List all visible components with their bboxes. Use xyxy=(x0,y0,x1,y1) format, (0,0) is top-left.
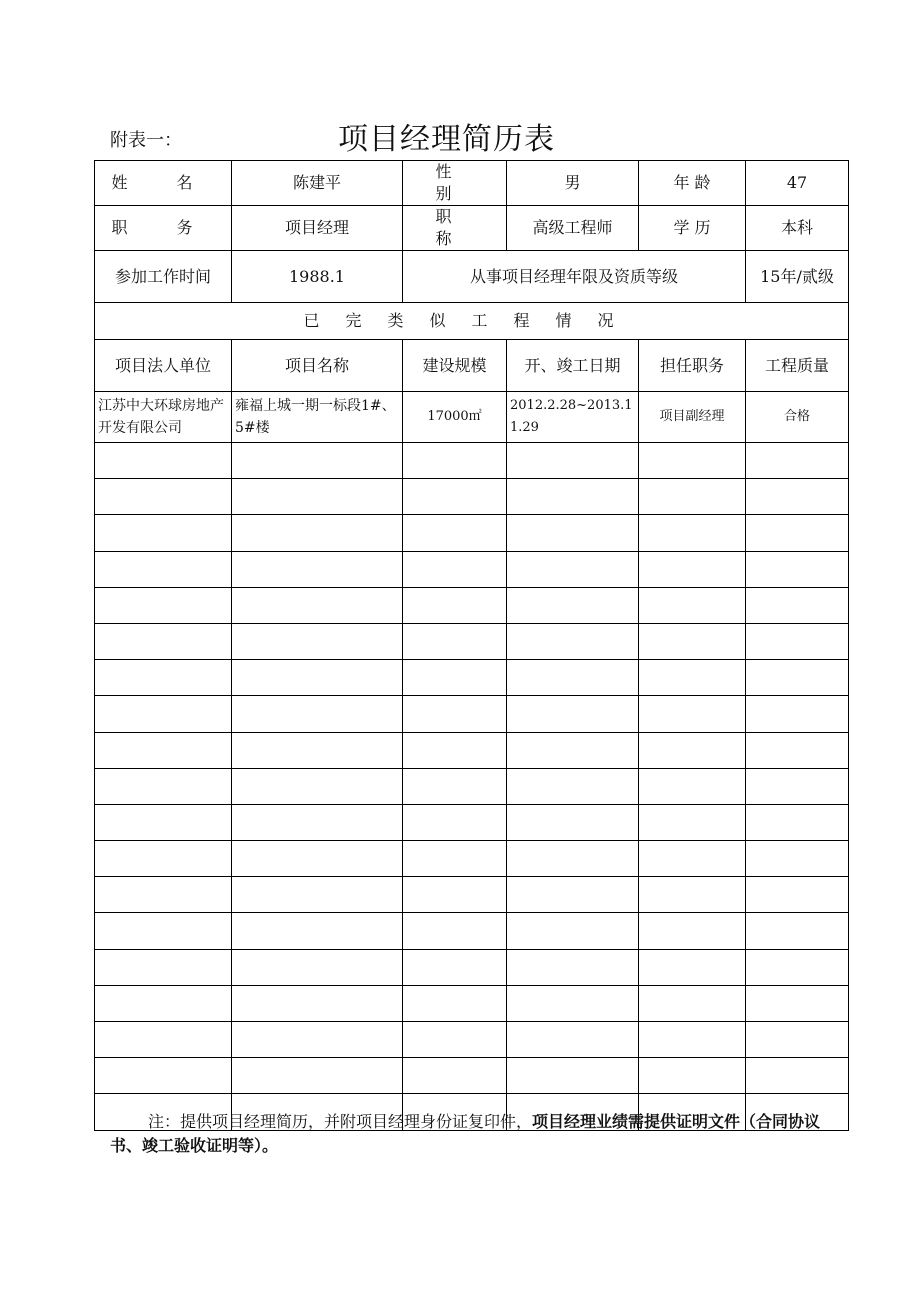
table-cell xyxy=(639,877,746,913)
table-cell xyxy=(507,660,639,696)
table-cell xyxy=(95,949,232,985)
table-cell xyxy=(639,1022,746,1058)
table-cell xyxy=(232,985,403,1021)
table-cell xyxy=(95,1058,232,1094)
table-cell xyxy=(639,660,746,696)
table-row xyxy=(95,443,849,479)
basic-row-3 xyxy=(95,251,849,303)
table-cell xyxy=(232,949,403,985)
table-cell xyxy=(507,479,639,515)
table-cell xyxy=(746,515,849,551)
table-cell xyxy=(639,443,746,479)
table-cell xyxy=(507,877,639,913)
table-cell xyxy=(403,1022,507,1058)
note-bold-text: 项目经理业绩需提供证明文件（合同协议书、竣工验收证明等）。 xyxy=(110,1112,821,1155)
note-text: 注：提供项目经理简历，并附项目经理身份证复印件， xyxy=(148,1112,533,1131)
table-cell xyxy=(403,479,507,515)
table-cell: 2012.2.28~2013.11.29 xyxy=(507,392,639,443)
table-cell xyxy=(95,804,232,840)
table-cell xyxy=(639,515,746,551)
table-cell xyxy=(746,1058,849,1094)
table-cell xyxy=(95,768,232,804)
table-cell xyxy=(639,1058,746,1094)
table-row xyxy=(95,1058,849,1094)
name-label: 姓 名 xyxy=(95,161,232,206)
table-cell xyxy=(746,985,849,1021)
table-cell: 17000㎡ xyxy=(403,392,507,443)
form-prefix: 附表一： xyxy=(110,130,182,151)
table-cell xyxy=(95,660,232,696)
table-cell xyxy=(403,1058,507,1094)
education-value: 本科 xyxy=(746,206,849,251)
table-cell xyxy=(639,804,746,840)
table-cell xyxy=(232,732,403,768)
table-row xyxy=(95,551,849,587)
table-cell xyxy=(639,623,746,659)
table-row xyxy=(95,985,849,1021)
table-cell xyxy=(403,623,507,659)
work-start-label: 参加工作时间 xyxy=(95,251,232,303)
table-cell xyxy=(639,696,746,732)
table-row xyxy=(95,660,849,696)
gender-value: 男 xyxy=(507,161,639,206)
table-cell xyxy=(746,732,849,768)
table-row xyxy=(95,515,849,551)
basic-row-1 xyxy=(95,161,849,206)
table-cell xyxy=(95,551,232,587)
table-cell xyxy=(95,985,232,1021)
table-cell xyxy=(746,587,849,623)
table-cell xyxy=(507,768,639,804)
table-cell xyxy=(507,515,639,551)
col-header: 项目名称 xyxy=(232,340,403,392)
table-cell xyxy=(507,949,639,985)
col-header: 项目法人单位 xyxy=(95,340,232,392)
table-cell xyxy=(507,587,639,623)
name-value: 陈建平 xyxy=(232,161,403,206)
table-cell xyxy=(232,623,403,659)
table-cell xyxy=(403,551,507,587)
table-cell xyxy=(232,587,403,623)
table-cell xyxy=(507,985,639,1021)
table-row xyxy=(95,768,849,804)
table-cell xyxy=(639,479,746,515)
table-row xyxy=(95,913,849,949)
col-header: 担任职务 xyxy=(639,340,746,392)
table-cell xyxy=(403,949,507,985)
table-cell: 合格 xyxy=(746,392,849,443)
table-cell xyxy=(403,913,507,949)
table-cell: 项目副经理 xyxy=(639,392,746,443)
table-cell xyxy=(403,841,507,877)
table-cell xyxy=(746,623,849,659)
table-cell xyxy=(403,804,507,840)
table-cell xyxy=(232,1058,403,1094)
table-row xyxy=(95,841,849,877)
table-cell xyxy=(507,623,639,659)
table-cell xyxy=(746,768,849,804)
table-row xyxy=(95,804,849,840)
table-cell xyxy=(639,841,746,877)
empty-rows xyxy=(95,443,849,1131)
table-cell xyxy=(639,913,746,949)
table-cell xyxy=(639,985,746,1021)
form-title: 项目经理简历表 xyxy=(338,122,555,157)
table-row xyxy=(95,732,849,768)
table-cell xyxy=(95,913,232,949)
table-row xyxy=(95,479,849,515)
table-cell xyxy=(95,877,232,913)
table-cell xyxy=(232,913,403,949)
age-label: 年 龄 xyxy=(639,161,746,206)
table-cell xyxy=(232,515,403,551)
table-cell xyxy=(95,515,232,551)
table-row xyxy=(95,877,849,913)
pm-years-value: 15年/贰级 xyxy=(746,251,849,303)
section-title-row xyxy=(95,303,849,340)
table-cell xyxy=(507,841,639,877)
table-cell xyxy=(507,1022,639,1058)
table-row xyxy=(95,949,849,985)
table-cell xyxy=(232,443,403,479)
table-cell xyxy=(746,1022,849,1058)
table-cell xyxy=(746,804,849,840)
table-row xyxy=(95,696,849,732)
column-header-row xyxy=(95,340,849,392)
table-cell xyxy=(95,479,232,515)
table-cell xyxy=(232,479,403,515)
table-cell xyxy=(639,949,746,985)
table-cell xyxy=(403,732,507,768)
table-cell xyxy=(403,768,507,804)
title-value: 高级工程师 xyxy=(507,206,639,251)
table-cell xyxy=(507,551,639,587)
table-cell xyxy=(746,660,849,696)
table-row xyxy=(95,1022,849,1058)
table-cell xyxy=(232,768,403,804)
table-cell xyxy=(639,587,746,623)
table-cell xyxy=(746,479,849,515)
table-cell xyxy=(639,732,746,768)
table-cell: 江苏中大环球房地产开发有限公司 xyxy=(95,392,232,443)
gender-label: 性 别 xyxy=(403,161,507,206)
table-cell xyxy=(95,1022,232,1058)
table-cell xyxy=(232,660,403,696)
table-cell xyxy=(232,1022,403,1058)
table-cell: 雍福上城一期一标段1#、5#楼 xyxy=(232,392,403,443)
position-value: 项目经理 xyxy=(232,206,403,251)
work-start-value: 1988.1 xyxy=(232,251,403,303)
table-cell xyxy=(639,768,746,804)
table-row xyxy=(95,392,849,443)
table-cell xyxy=(746,913,849,949)
table-cell xyxy=(746,841,849,877)
table-cell xyxy=(507,804,639,840)
title-label: 职 称 xyxy=(403,206,507,251)
education-label: 学 历 xyxy=(639,206,746,251)
footnote xyxy=(110,1110,825,1158)
resume-table xyxy=(94,160,849,1131)
col-header: 建设规模 xyxy=(403,340,507,392)
table-cell xyxy=(746,443,849,479)
table-cell xyxy=(403,660,507,696)
table-cell xyxy=(746,696,849,732)
table-row xyxy=(95,623,849,659)
table-cell xyxy=(403,985,507,1021)
table-cell xyxy=(403,877,507,913)
table-cell xyxy=(403,587,507,623)
col-header: 工程质量 xyxy=(746,340,849,392)
table-cell xyxy=(507,913,639,949)
table-cell xyxy=(232,841,403,877)
table-cell xyxy=(507,1058,639,1094)
pm-years-label: 从事项目经理年限及资质等级 xyxy=(403,251,746,303)
table-cell xyxy=(232,696,403,732)
basic-row-2 xyxy=(95,206,849,251)
col-header: 开、竣工日期 xyxy=(507,340,639,392)
age-value: 47 xyxy=(746,161,849,206)
table-row xyxy=(95,587,849,623)
table-cell xyxy=(95,732,232,768)
table-cell xyxy=(403,443,507,479)
table-cell xyxy=(746,551,849,587)
table-cell xyxy=(95,696,232,732)
table-cell xyxy=(232,804,403,840)
table-cell xyxy=(507,443,639,479)
table-cell xyxy=(232,877,403,913)
table-cell xyxy=(232,551,403,587)
table-cell xyxy=(746,949,849,985)
table-cell xyxy=(403,515,507,551)
table-cell xyxy=(95,587,232,623)
table-cell xyxy=(639,551,746,587)
table-cell xyxy=(403,696,507,732)
table-cell xyxy=(507,732,639,768)
table-cell xyxy=(95,443,232,479)
position-label: 职 务 xyxy=(95,206,232,251)
table-cell xyxy=(95,841,232,877)
table-cell xyxy=(95,623,232,659)
table-cell xyxy=(746,877,849,913)
section-title: 已完类似工程情况 xyxy=(95,303,849,340)
table-cell xyxy=(507,696,639,732)
